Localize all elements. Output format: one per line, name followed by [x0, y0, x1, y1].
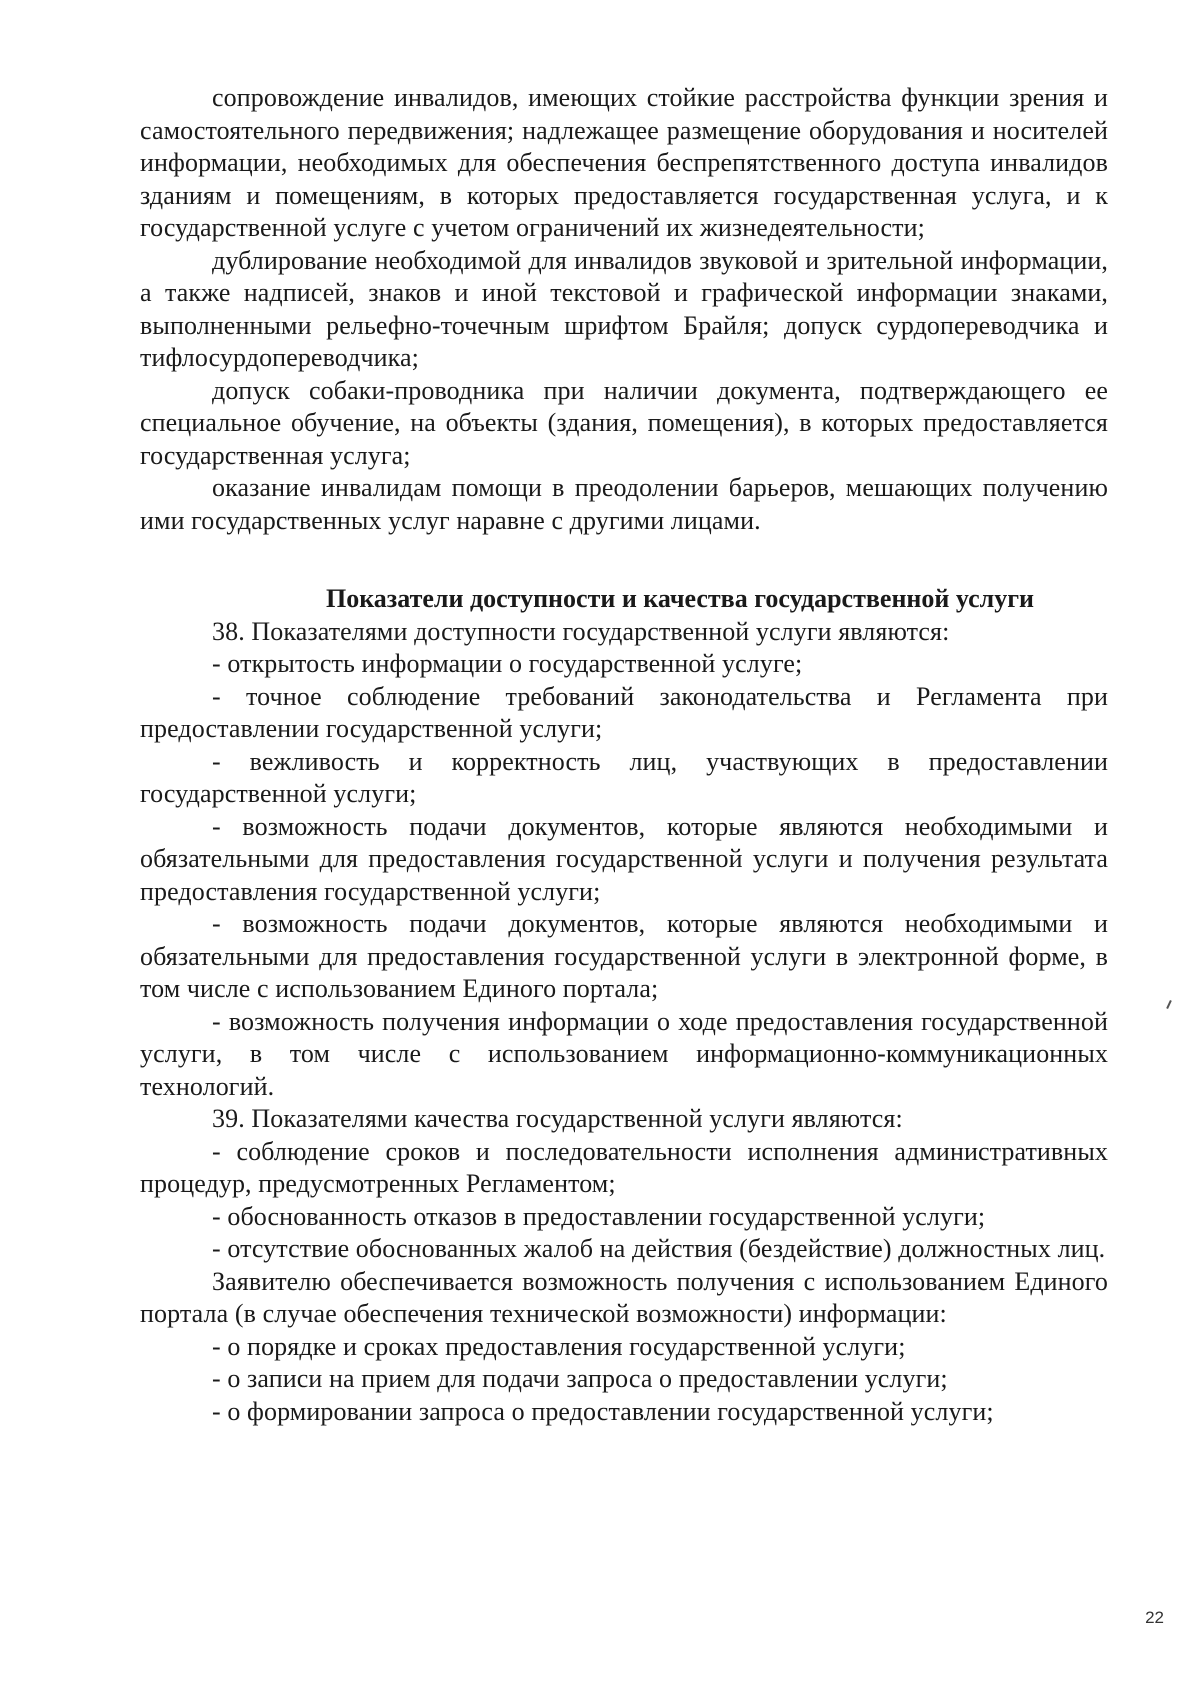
list-item: - соблюдение сроков и последовательности исполнения административных процедур, предусмотренных Регламентом; — [140, 1136, 1108, 1198]
list-item: - о записи на прием для подачи запроса о предоставлении услуги; — [212, 1364, 948, 1393]
paragraph: оказание инвалидам помощи в преодолении барьеров, мешающих получению ими государственных услуг наравне с другими лицами. — [140, 473, 1108, 535]
list-item: - точное соблюдение требований законодательства и Регламента при предоставлении государственной услуги; — [140, 681, 1108, 743]
paragraph: 39. Показателями качества государственной услуги являются: — [212, 1104, 903, 1133]
section-heading: Показатели доступности и качества государственной услуги — [325, 584, 1035, 613]
scan-mark — [1166, 1000, 1172, 1009]
paragraph: 38. Показателями доступности государственной услуги являются: — [212, 616, 950, 646]
list-item: - возможность подачи документов, которые являются необходимыми и обязательными для предоставления государственной услуги в электронной форме, в том числе с использованием Единого портала; — [140, 909, 1108, 1003]
document-page — [140, 82, 1108, 1428]
paragraph: допуск собаки-проводника при наличии документа, подтверждающего ее специальное обучение, на объекты (здания, помещения), в которых предоставляется государственная услуга; — [140, 375, 1108, 470]
list-item: - возможность подачи документов, которые являются необходимыми и обязательными для предоставления государственной услуги и получения результата предоставления государственной услуги; — [140, 811, 1108, 906]
list-item: - о порядке и сроках предоставления государственной услуги; — [212, 1331, 906, 1361]
page-number: 22 — [1145, 1608, 1164, 1627]
list-item: - отсутствие обоснованных жалоб на действия (бездействие) должностных лиц. — [212, 1234, 1106, 1263]
list-item: - о формировании запроса о предоставлении государственной услуги; — [212, 1396, 994, 1426]
list-item: - обоснованность отказов в предоставлении государственной услуги; — [212, 1201, 986, 1231]
list-item: - открытость информации о государственной услуге; — [212, 649, 803, 678]
paragraph: Заявителю обеспечивается возможность получения с использованием Единого портала (в случае обеспечения технической возможности) информации: — [140, 1266, 1108, 1328]
list-item: - возможность получения информации о ходе предоставления государственной услуги, в том числе с использованием информационно-коммуникационных технологий. — [140, 1006, 1108, 1101]
list-item: - вежливость и корректность лиц, участвующих в предоставлении государственной услуги; — [140, 746, 1108, 808]
paragraph: сопровождение инвалидов, имеющих стойкие расстройства функции зрения и самостоятельного передвижения; надлежащее размещение оборудования и носителей информации, необходимых для обеспечения беспрепятственного доступа инвалидов зданиям и помещениям, в которых предоставляется государственная услуга, и к государственной услуге с учетом ограничений их жизнедеятельности; — [140, 83, 1108, 242]
paragraph: дублирование необходимой для инвалидов звуковой и зрительной информации, а также надписей, знаков и иной текстовой и графической информации знаками, выполненными рельефно-точечным шрифтом Брайля; допуск сурдопереводчика и тифлосурдопереводчика; — [140, 245, 1108, 372]
